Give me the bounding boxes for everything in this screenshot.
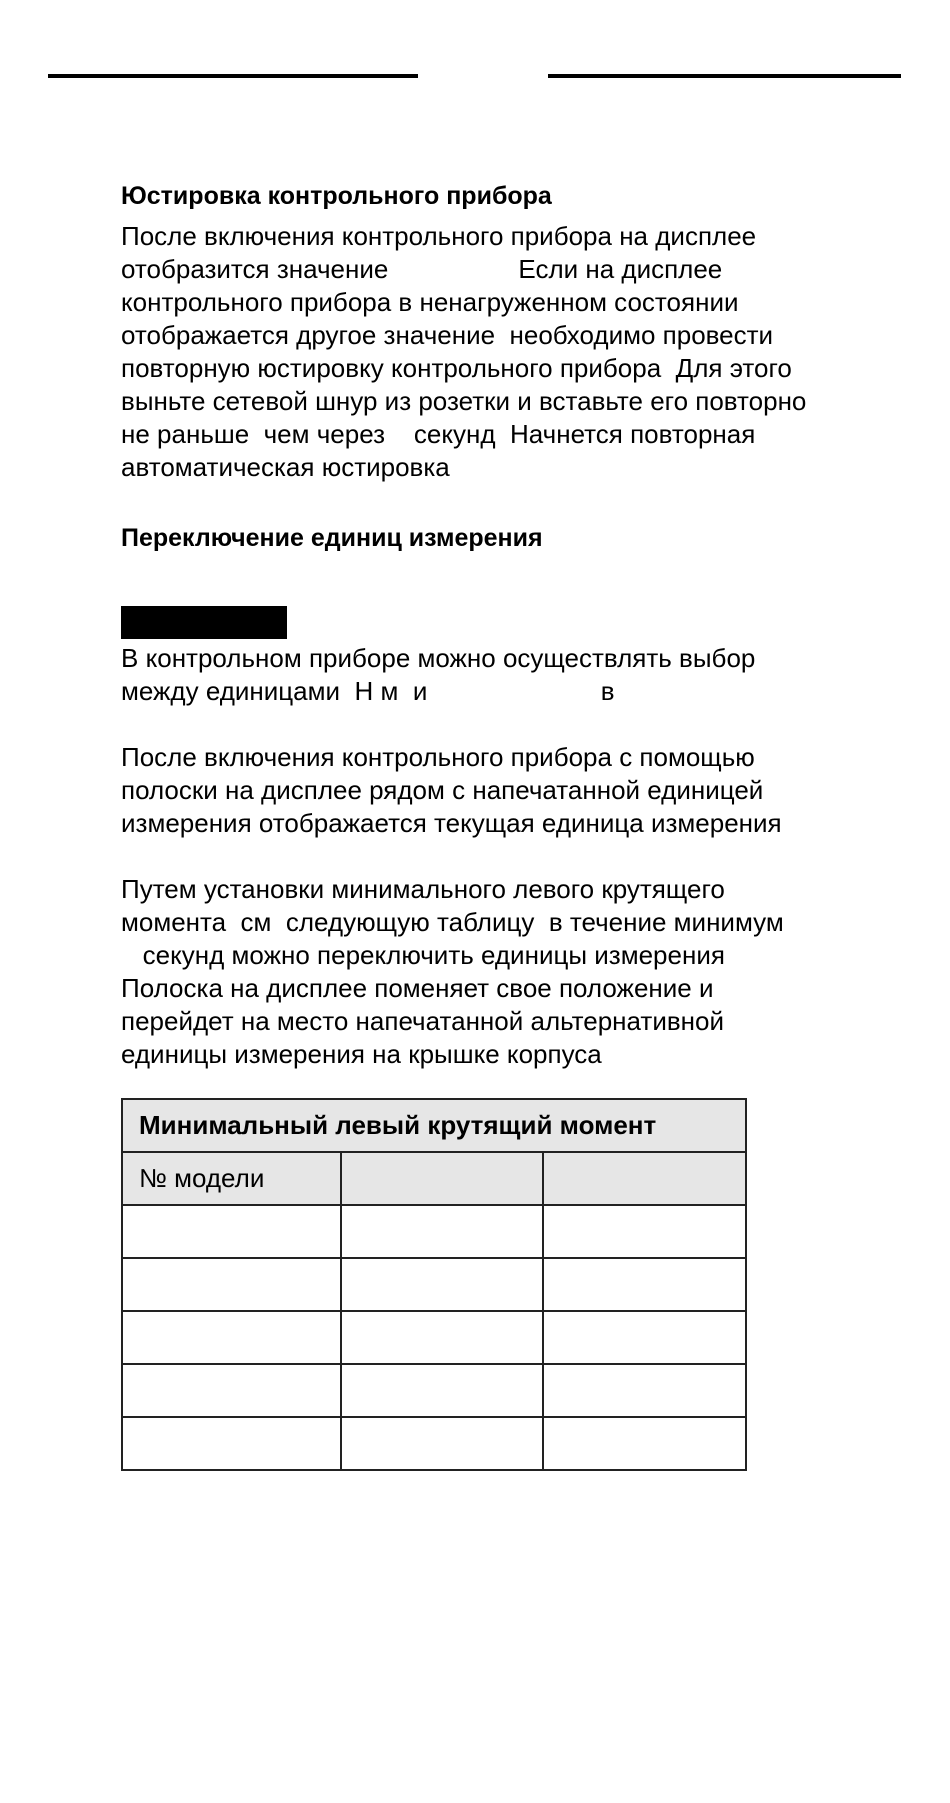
table-row [122, 1364, 746, 1417]
table-cell [122, 1417, 341, 1470]
table-row [122, 1205, 746, 1258]
table-cell [341, 1258, 543, 1311]
table-cell [341, 1364, 543, 1417]
table-header-cell [341, 1152, 543, 1205]
text-line: После включения контрольного прибора на дисплее [121, 221, 757, 251]
table-cell [543, 1417, 746, 1470]
table-cell [341, 1417, 543, 1470]
text-line: Полоска на дисплее поменяет свое положение и [121, 973, 714, 1003]
units-paragraph-1 [121, 642, 911, 708]
document-body [121, 180, 911, 1071]
redaction-bar [121, 606, 287, 639]
table-cell [543, 1205, 746, 1258]
text-line: полоски на дисплее рядом с напечатанной единицей [121, 775, 764, 805]
text-line: единицы измерения на крышке корпуса [121, 1039, 602, 1069]
text-line: секунд можно переключить единицы измерения [121, 940, 725, 970]
text-line: В контрольном приборе можно осуществлять выбор [121, 643, 756, 673]
text-line: не раньше чем через секунд Начнется повторная [121, 419, 756, 449]
section-title-calibration: Юстировка контрольного прибора [121, 182, 552, 210]
calibration-paragraph [121, 220, 911, 484]
units-paragraph-3 [121, 873, 911, 1071]
units-paragraph-2 [121, 741, 911, 840]
section-title-units: Переключение единиц измерения [121, 524, 543, 552]
table-header-cell [543, 1152, 746, 1205]
table-row [122, 1258, 746, 1311]
table-row [122, 1417, 746, 1470]
table-title: Минимальный левый крутящий момент [122, 1099, 746, 1152]
text-line: Путем установки минимального левого крутящего [121, 874, 725, 904]
table-cell [122, 1311, 341, 1364]
text-line: выньте сетевой шнур из розетки и вставьте его повторно [121, 386, 807, 416]
table-cell [122, 1258, 341, 1311]
table-cell [543, 1258, 746, 1311]
top-rule-left [48, 74, 418, 78]
text-line: отображается другое значение необходимо провести [121, 320, 774, 350]
text-line: После включения контрольного прибора с помощью [121, 742, 755, 772]
table-cell [341, 1205, 543, 1258]
text-line: контрольного прибора в ненагруженном состоянии [121, 287, 739, 317]
table-cell [122, 1364, 341, 1417]
torque-table [121, 1098, 747, 1471]
top-rule-right [548, 74, 901, 78]
table-header-cell: № модели [122, 1152, 341, 1205]
text-line: между единицами Н м и в [121, 676, 615, 706]
text-line: перейдет на место напечатанной альтернативной [121, 1006, 725, 1036]
text-line: измерения отображается текущая единица измерения [121, 808, 782, 838]
text-line: отобразится значение Если на дисплее [121, 254, 723, 284]
table-cell [341, 1311, 543, 1364]
table-row [122, 1311, 746, 1364]
text-line: момента см следующую таблицу в течение минимум [121, 907, 784, 937]
text-line: автоматическая юстировка [121, 452, 450, 482]
table-header-row [122, 1152, 746, 1205]
table-cell [543, 1311, 746, 1364]
text-line: повторную юстировку контрольного прибора Для этого [121, 353, 792, 383]
table-cell [122, 1205, 341, 1258]
table-cell [543, 1364, 746, 1417]
